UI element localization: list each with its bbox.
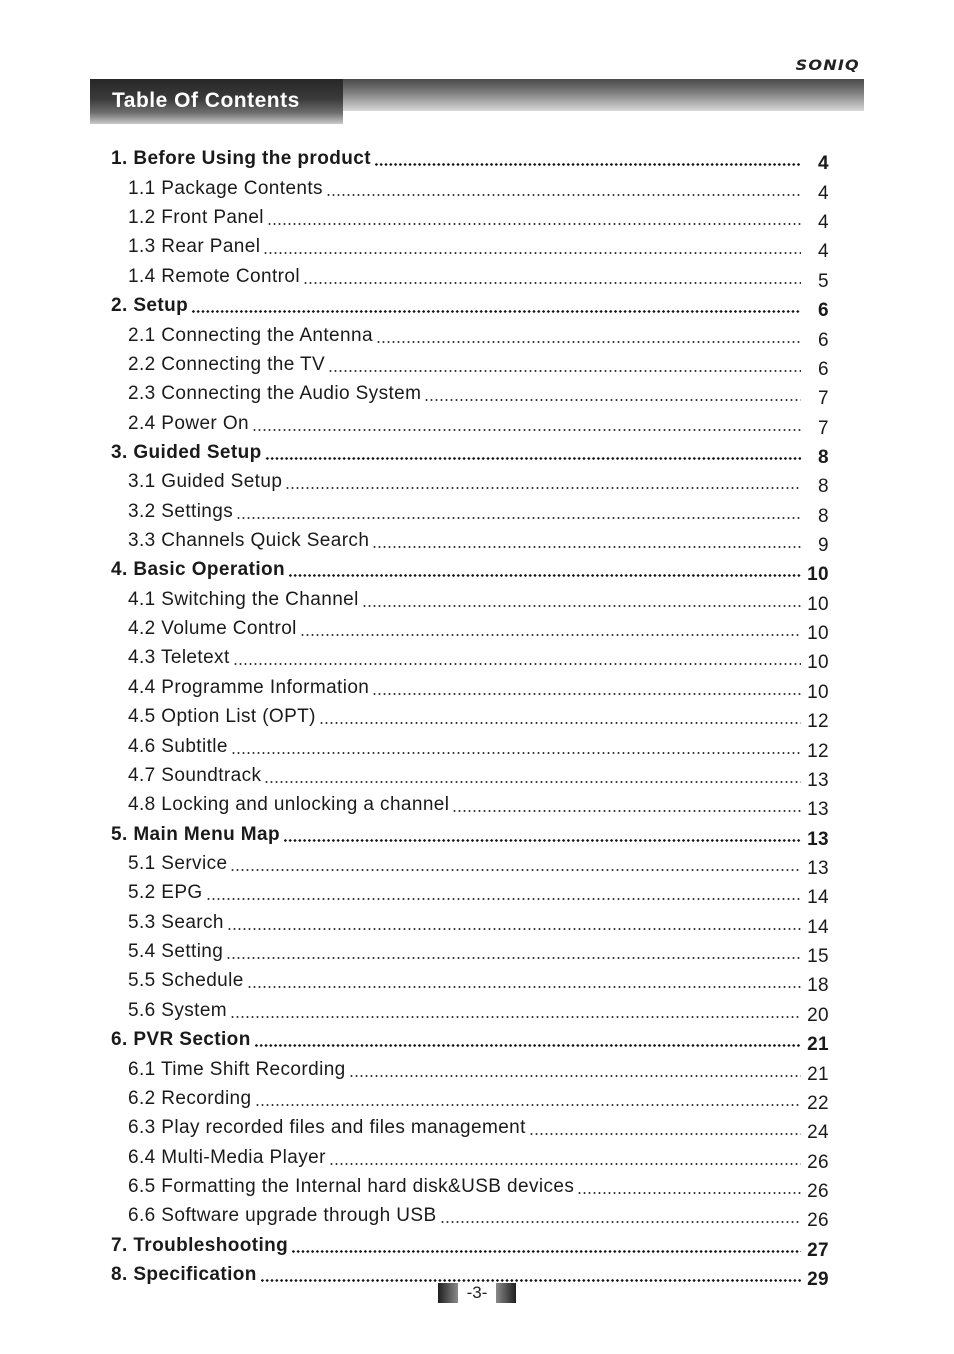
toc-subsection-row[interactable] [111, 846, 829, 879]
table-of-contents [111, 141, 829, 1291]
toc-entry-page: 4 [818, 153, 829, 175]
toc-entry-page: 10 [807, 593, 829, 615]
toc-entry-page: 13 [807, 857, 829, 879]
toc-subsection-row[interactable] [111, 758, 829, 791]
dot-leader [329, 1163, 801, 1165]
toc-entry-page: 6 [818, 358, 829, 380]
dot-leader [529, 1133, 801, 1135]
toc-section-row[interactable] [111, 288, 829, 322]
toc-entry-page: 18 [807, 975, 829, 997]
toc-entry-page: 10 [807, 623, 829, 645]
toc-subsection-row[interactable] [111, 1169, 829, 1202]
toc-entry-label: 3.2 Settings [128, 500, 234, 522]
toc-subsection-row[interactable] [111, 992, 829, 1026]
toc-subsection-row[interactable] [111, 1139, 829, 1173]
dot-leader [206, 898, 801, 900]
dot-leader [227, 928, 801, 930]
toc-entry-label: 5.1 Service [128, 852, 228, 874]
toc-entry-label: 8. Specification [111, 1264, 257, 1286]
page-number: -3- [466, 1283, 488, 1302]
toc-entry-label: 5.3 Search [128, 911, 224, 933]
toc-entry-page: 21 [807, 1063, 829, 1085]
toc-entry-page: 7 [818, 388, 829, 410]
toc-entry-page: 8 [818, 476, 829, 498]
toc-entry-page: 13 [807, 799, 829, 821]
toc-entry-label: 6. PVR Section [111, 1029, 251, 1051]
toc-section-row[interactable] [111, 435, 829, 468]
toc-subsection-row[interactable] [111, 1198, 829, 1232]
dot-leader [288, 574, 801, 577]
toc-entry-label: 5.6 System [128, 999, 228, 1021]
toc-entry-label: 4.5 Option List (OPT) [128, 706, 316, 728]
toc-entry-page: 29 [807, 1269, 829, 1291]
toc-entry-label: 2.1 Connecting the Antenna [128, 324, 373, 346]
toc-section-row[interactable] [111, 552, 829, 586]
toc-entry-label: 3.1 Guided Setup [128, 471, 283, 493]
toc-subsection-row[interactable] [111, 317, 829, 351]
toc-entry-label: 4.2 Volume Control [128, 618, 297, 640]
toc-entry-label: 1.3 Rear Panel [128, 236, 261, 258]
toc-entry-label: 3.3 Channels Quick Search [128, 530, 370, 552]
toc-subsection-row[interactable] [111, 170, 829, 204]
dot-leader [236, 517, 801, 519]
toc-entry-label: 4.1 Switching the Channel [128, 588, 359, 610]
toc-entry-page: 10 [807, 652, 829, 674]
toc-subsection-row[interactable] [111, 1051, 829, 1085]
toc-entry-label: 4.4 Programme Information [128, 676, 370, 698]
toc-entry-page: 20 [807, 1004, 829, 1026]
dot-leader [191, 310, 801, 313]
toc-entry-page: 7 [818, 417, 829, 439]
toc-entry-label: 4.7 Soundtrack [128, 764, 262, 786]
dot-leader [260, 1279, 801, 1282]
dot-leader [230, 1016, 801, 1018]
toc-subsection-row[interactable] [111, 699, 829, 733]
toc-entry-page: 26 [807, 1180, 829, 1202]
dot-leader [283, 839, 801, 842]
toc-subsection-row[interactable] [111, 1110, 829, 1144]
toc-section-row[interactable] [111, 1022, 829, 1056]
toc-subsection-row[interactable] [111, 581, 829, 615]
toc-entry-page: 4 [818, 241, 829, 263]
toc-subsection-row[interactable] [111, 875, 829, 909]
toc-entry-label: 1.4 Remote Control [128, 265, 300, 287]
toc-entry-label: 5.4 Setting [128, 941, 224, 963]
toc-entry-label: 2.3 Connecting the Audio System [128, 383, 422, 405]
toc-entry-label: 2. Setup [111, 295, 189, 317]
toc-entry-label: 5. Main Menu Map [111, 823, 280, 845]
footer-left-block [438, 1283, 458, 1303]
dot-leader [328, 370, 801, 372]
toc-subsection-row[interactable] [111, 493, 829, 527]
dot-leader [231, 752, 801, 754]
toc-entry-page: 4 [818, 182, 829, 204]
toc-entry-label: 7. Troubleshooting [111, 1234, 289, 1256]
toc-entry-label: 4.8 Locking and unlocking a channel [128, 794, 450, 816]
toc-subsection-row[interactable] [111, 787, 829, 821]
dot-leader [303, 282, 801, 284]
toc-entry-label: 4. Basic Operation [111, 559, 286, 581]
toc-subsection-row[interactable] [111, 669, 829, 703]
footer-right-block [496, 1283, 516, 1303]
toc-entry-page: 21 [807, 1034, 829, 1056]
toc-entry-label: 4.3 Teletext [128, 647, 230, 669]
toc-subsection-row[interactable] [111, 258, 829, 292]
dot-leader [252, 429, 801, 431]
dot-leader [247, 986, 801, 988]
toc-entry-label: 6.4 Multi-Media Player [128, 1146, 326, 1168]
toc-subsection-row[interactable] [111, 640, 829, 674]
toc-entry-page: 12 [807, 711, 829, 733]
toc-entry-page: 13 [807, 769, 829, 791]
toc-entry-page: 14 [807, 916, 829, 938]
toc-subsection-row[interactable] [111, 963, 829, 997]
toc-section-row[interactable] [111, 816, 829, 850]
dot-leader [264, 781, 801, 783]
dot-leader [230, 869, 801, 871]
toc-subsection-row[interactable] [111, 523, 829, 557]
brand-logo: SONIQ [795, 58, 860, 74]
toc-entry-page: 22 [807, 1092, 829, 1114]
toc-section-row[interactable] [111, 1227, 829, 1261]
toc-entry-page: 12 [807, 740, 829, 762]
dot-leader [577, 1192, 801, 1194]
toc-subsection-row[interactable] [111, 934, 829, 968]
toc-subsection-row[interactable] [111, 347, 829, 380]
dot-leader [326, 194, 801, 196]
dot-leader [349, 1075, 801, 1077]
dot-leader [254, 1044, 801, 1047]
toc-subsection-row[interactable] [111, 464, 829, 498]
dot-leader [440, 1221, 801, 1223]
page-footer [438, 1283, 516, 1303]
toc-subsection-row[interactable] [111, 376, 829, 410]
toc-entry-page: 10 [807, 564, 829, 586]
toc-entry-label: 3. Guided Setup [111, 441, 262, 463]
toc-subsection-row[interactable] [111, 405, 829, 439]
toc-entry-page: 10 [807, 681, 829, 703]
toc-entry-page: 6 [818, 300, 829, 322]
toc-entry-label: 6.5 Formatting the Internal hard disk&USB devices [128, 1175, 575, 1197]
toc-entry-label: 1.2 Front Panel [128, 207, 264, 229]
toc-entry-label: 2.4 Power On [128, 412, 249, 434]
toc-subsection-row[interactable] [111, 200, 829, 234]
toc-subsection-row[interactable] [111, 611, 829, 645]
toc-entry-page: 8 [818, 505, 829, 527]
dot-leader [372, 693, 801, 695]
toc-entry-page: 13 [807, 828, 829, 850]
toc-entry-page: 27 [807, 1239, 829, 1261]
toc-entry-label: 6.3 Play recorded files and files management [128, 1117, 526, 1139]
toc-section-row[interactable] [111, 141, 829, 175]
toc-entry-label: 6.2 Recording [128, 1087, 252, 1109]
toc-entry-label: 6.1 Time Shift Recording [128, 1058, 346, 1080]
dot-leader [255, 1104, 802, 1106]
toc-entry-label: 5.5 Schedule [128, 970, 244, 992]
toc-entry-label: 1. Before Using the product [111, 148, 371, 170]
toc-entry-label: 2.2 Connecting the TV [128, 353, 326, 375]
dot-leader [226, 957, 801, 959]
toc-entry-label: 4.6 Subtitle [128, 735, 228, 757]
toc-entry-page: 24 [807, 1122, 829, 1144]
toc-entry-label: 5.2 EPG [128, 882, 203, 904]
toc-entry-page: 5 [818, 270, 829, 292]
toc-subsection-row[interactable] [111, 1081, 829, 1114]
toc-entry-page: 8 [818, 446, 829, 468]
toc-entry-page: 26 [807, 1151, 829, 1173]
dot-leader [372, 546, 801, 548]
page-title: Table Of Contents [112, 89, 300, 112]
toc-subsection-row[interactable] [111, 904, 829, 938]
toc-entry-page: 26 [807, 1210, 829, 1232]
toc-entry-label: 6.6 Software upgrade through USB [128, 1205, 437, 1227]
toc-subsection-row[interactable] [111, 229, 829, 263]
dot-leader [265, 457, 801, 460]
dot-leader [285, 487, 801, 489]
toc-entry-page: 14 [807, 887, 829, 909]
dot-leader [424, 399, 801, 401]
toc-entry-page: 15 [807, 946, 829, 968]
dot-leader [300, 634, 801, 636]
toc-entry-page: 9 [818, 535, 829, 557]
dot-leader [374, 163, 801, 166]
toc-subsection-row[interactable] [111, 728, 829, 762]
toc-section-row[interactable] [111, 1257, 829, 1291]
dot-leader [319, 722, 801, 724]
dot-leader [452, 810, 801, 812]
dot-leader [362, 605, 801, 607]
dot-leader [267, 223, 801, 225]
toc-entry-label: 1.1 Package Contents [128, 177, 323, 199]
toc-entry-page: 4 [818, 212, 829, 234]
toc-entry-page: 6 [818, 329, 829, 351]
dot-leader [233, 663, 801, 665]
dot-leader [263, 252, 801, 254]
dot-leader [291, 1250, 801, 1253]
dot-leader [376, 341, 801, 343]
